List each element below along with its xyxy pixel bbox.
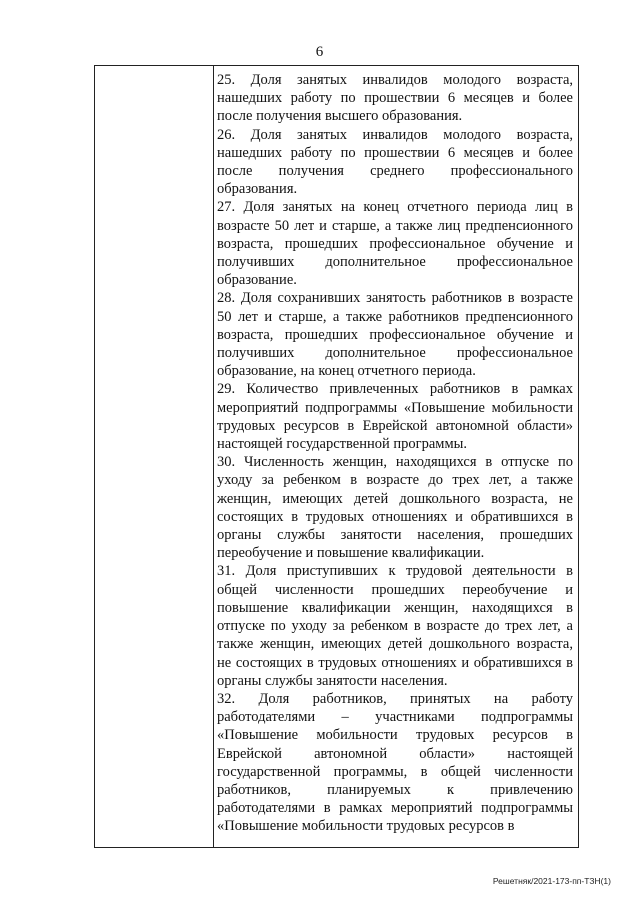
page-number: 6 xyxy=(315,44,324,60)
list-item-29: 29. Количество привлеченных работников в рамках мероприятий подпрограммы «Повышение мобильности трудовых ресурсов в Еврейской автономной области» настоящей государственной программы. xyxy=(217,381,573,453)
table-left-column xyxy=(95,66,214,847)
table-right-column xyxy=(217,71,573,843)
list-item-27: 27. Доля занятых на конец отчетного периода лиц в возрасте 50 лет и старше, а также лиц предпенсионного возраста, прошедших профессиональное обучение и получивших дополнительное профессиональное образование. xyxy=(217,199,573,289)
document-table xyxy=(94,65,579,848)
list-item-25: 25. Доля занятых инвалидов молодого возраста, нашедших работу по прошествии 6 месяцев и более после получения высшего образования. xyxy=(217,72,573,125)
list-item-26: 26. Доля занятых инвалидов молодого возраста, нашедших работу по прошествии 6 месяцев и более после получения среднего профессионального образования. xyxy=(217,126,573,198)
footer-reference: Решетняк/2021-173-пп-ТЗН(1) xyxy=(492,876,611,886)
list-item-31: 31. Доля приступивших к трудовой деятельности в общей численности прошедших переобучение и повышение квалификации женщин, находящихся в отпуске по уходу за ребенком в возрасте до трех лет, а также женщин, имеющих детей дошкольного возраста, не состоящих в трудовых отношениях и обратившихся в органы службы занятости населения. xyxy=(217,563,573,689)
list-item-30: 30. Численность женщин, находящихся в отпуске по уходу за ребенком в возрасте до трех лет, а также женщин, имеющих детей дошкольного возраста, не состоящих в трудовых отношениях и обратившихся в органы службы занятости населения, прошедших переобучение и повышение квалификации. xyxy=(217,454,573,562)
list-item-28: 28. Доля сохранивших занятость работников в возрасте 50 лет и старше, а также работников предпенсионного возраста, прошедших профессиональное обучение и получивших дополнительное профессиональное образование, на конец отчетного периода. xyxy=(217,290,573,380)
list-item-32: 32. Доля работников, принятых на работу работодателями – участниками подпрограммы «Повышение мобильности трудовых ресурсов в Еврейской автономной области» настоящей государственной программы, в общей численности работников, планируемых к привлечению работодателями в рамках мероприятий подпрограммы «Повышение мобильности трудовых ресурсов в xyxy=(217,690,573,835)
